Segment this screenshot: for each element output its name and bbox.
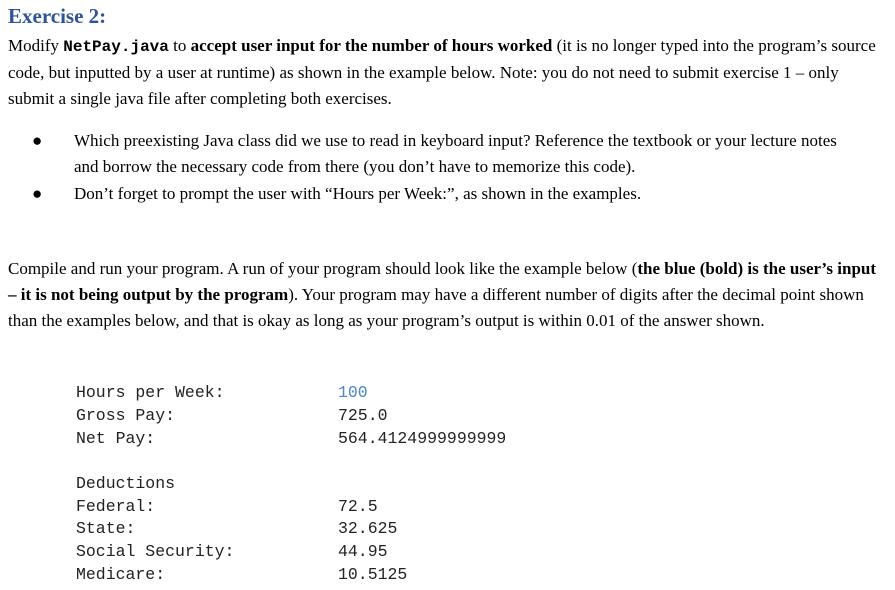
p2-text-2: ). Your program may have a different number of digits after the decimal point shown than the examples below, and that is okay as long as your program’s output is within 0.01 of the answer shown. [8, 285, 864, 330]
net-pay-label: Net Pay: [76, 429, 156, 448]
run-description-paragraph [8, 256, 883, 334]
filename-code: NetPay.java [63, 38, 169, 56]
p1-bold-text: accept user input for the number of hours worked [190, 36, 553, 55]
bullet-icon: ● [32, 131, 43, 150]
list-item-text: Don’t forget to prompt the user with “Hours per Week:”, as shown in the examples. [74, 184, 642, 203]
p1-text-3: (it is no longer typed into the program’s source code, but inputted by a user at runtime) as shown in the example below. Note: you do not need to submit exercise 1 – only submit a single java file after completing both exercises. [8, 36, 876, 108]
p1-text-1: Modify [8, 36, 64, 55]
federal-value: 72.5 [338, 497, 378, 516]
p1-text-2: to [168, 36, 191, 55]
medicare-label: Medicare: [76, 565, 166, 584]
deductions-heading: Deductions [76, 474, 176, 493]
gross-pay-label: Gross Pay: [76, 406, 176, 425]
p2-text-1: Compile and run your program. A run of your program should look like the example below ( [8, 259, 638, 278]
social-security-value: 44.95 [338, 542, 388, 561]
hours-label: Hours per Week: [76, 383, 225, 402]
hours-input-value: 100 [338, 383, 368, 402]
federal-label: Federal: [76, 497, 156, 516]
p2-bold-text: the blue (bold) is the user’s input – it is not being output by the program [8, 259, 877, 304]
list-item-text: Which preexisting Java class did we use to read in keyboard input? Reference the textbook or your lecture notes and borrow the necessary code from there (you don’t have to memorize this code). [74, 131, 837, 176]
list-item [32, 181, 862, 207]
state-value: 32.625 [338, 519, 398, 538]
bullet-icon: ● [32, 184, 43, 203]
bullet-list [32, 128, 862, 208]
list-item [32, 128, 862, 180]
social-security-label: Social Security: [76, 542, 235, 561]
state-label: State: [76, 519, 136, 538]
instructions-paragraph [8, 33, 883, 112]
medicare-value: 10.5125 [338, 565, 408, 584]
net-pay-value: 564.4124999999999 [338, 429, 507, 448]
gross-pay-value: 725.0 [338, 406, 388, 425]
exercise-title: Exercise 2: [8, 4, 107, 28]
